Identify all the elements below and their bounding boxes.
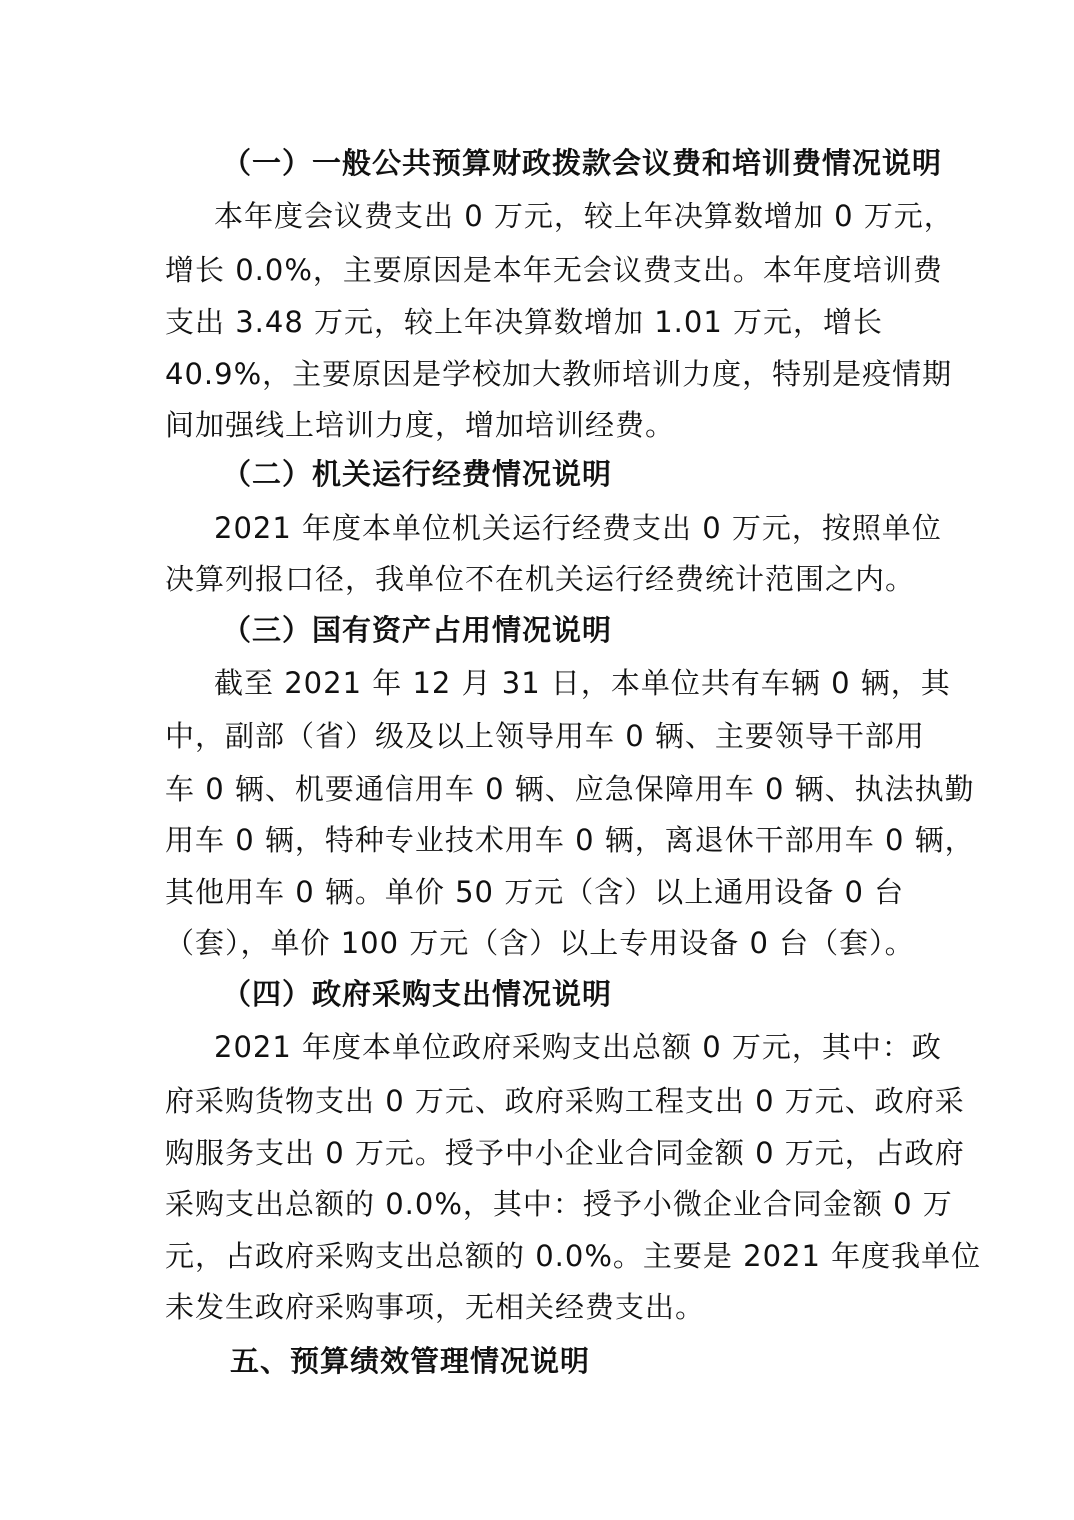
paragraph-line: 其他用车 0 辆。单价 50 万元（含）以上通用设备 0 台 <box>165 875 905 909</box>
chapter-heading-5: 五、预算绩效管理情况说明 <box>230 1344 591 1378</box>
paragraph-line: 购服务支出 0 万元。授予中小企业合同金额 0 万元，占政府 <box>165 1136 965 1170</box>
section-heading-2: （二）机关运行经费情况说明 <box>222 457 613 491</box>
paragraph-line: 40.9%，主要原因是学校加大教师培训力度，特别是疫情期 <box>165 357 953 391</box>
section-heading-1: （一）一般公共预算财政拨款会议费和培训费情况说明 <box>222 146 943 180</box>
paragraph-line: 府采购货物支出 0 万元、政府采购工程支出 0 万元、政府采 <box>165 1084 965 1118</box>
paragraph-line: 增长 0.0%，主要原因是本年无会议费支出。本年度培训费 <box>165 253 943 287</box>
paragraph-line: 中，副部（省）级及以上领导用车 0 辆、主要领导干部用 <box>165 719 925 753</box>
section-heading-4: （四）政府采购支出情况说明 <box>222 977 613 1011</box>
paragraph-line: 2021 年度本单位政府采购支出总额 0 万元，其中：政 <box>214 1030 942 1064</box>
paragraph-line: 截至 2021 年 12 月 31 日，本单位共有车辆 0 辆，其 <box>214 666 951 700</box>
paragraph-line: 本年度会议费支出 0 万元，较上年决算数增加 0 万元， <box>214 199 954 233</box>
paragraph-line: 采购支出总额的 0.0%，其中：授予小微企业合同金额 0 万 <box>165 1187 953 1221</box>
paragraph-line: 用车 0 辆，特种专业技术用车 0 辆，离退休干部用车 0 辆， <box>165 823 975 857</box>
paragraph-line: 决算列报口径，我单位不在机关运行经费统计范围之内。 <box>165 562 916 596</box>
paragraph-line: 车 0 辆、机要通信用车 0 辆、应急保障用车 0 辆、执法执勤 <box>165 772 975 806</box>
paragraph-line: 2021 年度本单位机关运行经费支出 0 万元，按照单位 <box>214 511 942 545</box>
paragraph-line: 间加强线上培训力度，增加培训经费。 <box>165 408 676 442</box>
paragraph-line: （套），单价 100 万元（含）以上专用设备 0 台（套）。 <box>165 926 915 960</box>
paragraph-line: 未发生政府采购事项，无相关经费支出。 <box>165 1290 706 1324</box>
paragraph-line: 元，占政府采购支出总额的 0.0%。主要是 2021 年度我单位 <box>165 1239 982 1273</box>
paragraph-line: 支出 3.48 万元，较上年决算数增加 1.01 万元，增长 <box>165 305 884 339</box>
section-heading-3: （三）国有资产占用情况说明 <box>222 613 613 647</box>
